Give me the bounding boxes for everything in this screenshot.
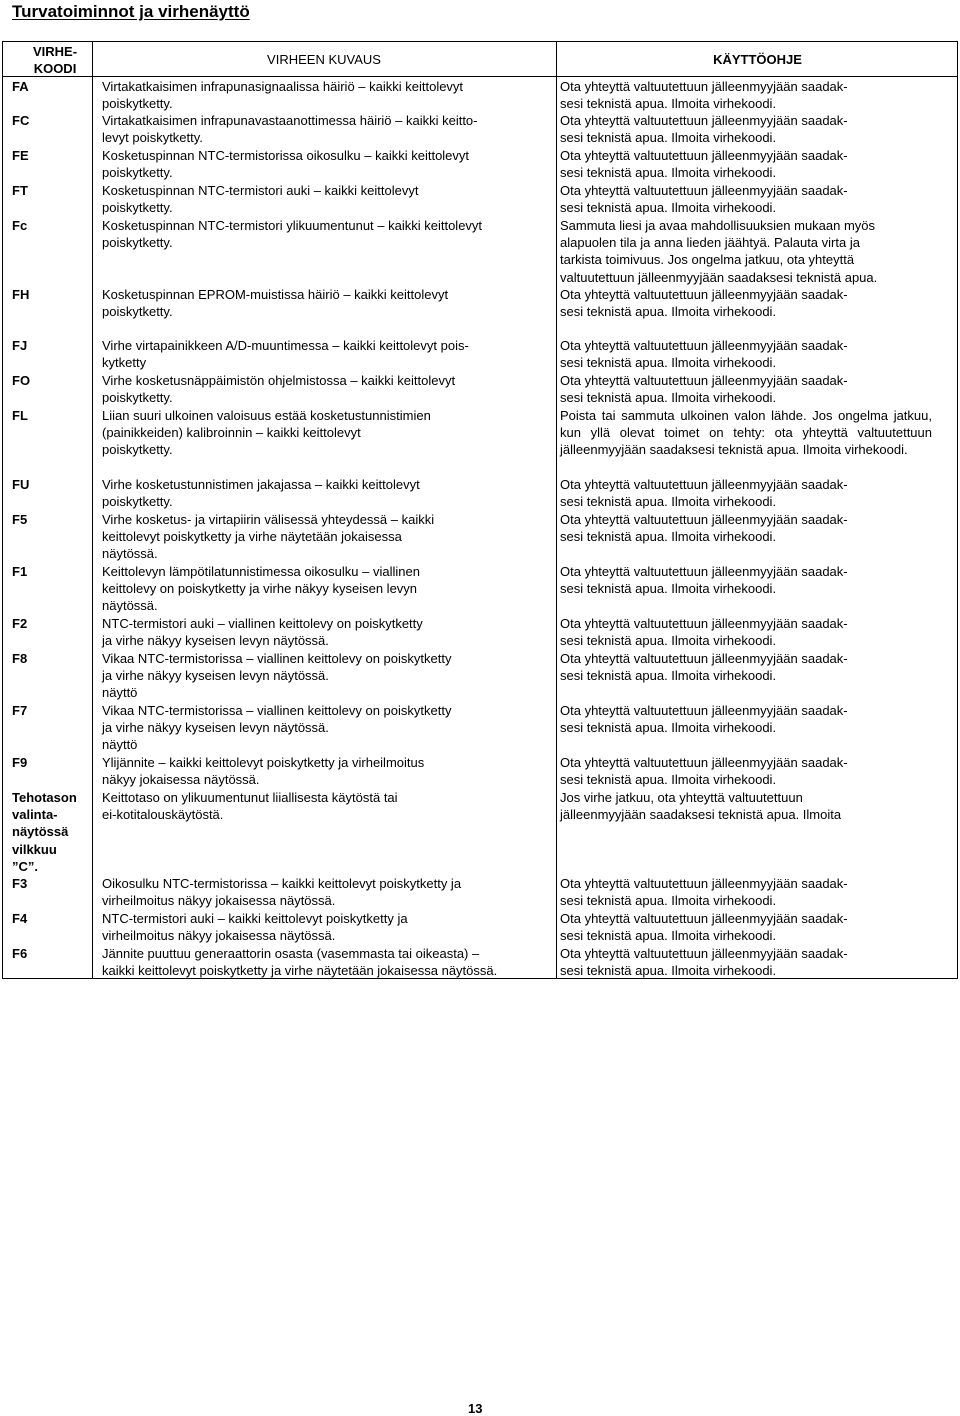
error-code: F4 xyxy=(12,911,28,926)
error-description: Kosketuspinnan NTC-termistori ylikuumentunut – kaikki keittolevyt poiskytketty. xyxy=(102,218,483,251)
error-description: Oikosulku NTC-termistorissa – kaikki keittolevyt poiskytketty ja virheilmoitus näkyy jokaisessa näytössä. xyxy=(102,876,462,909)
error-code: F8 xyxy=(12,651,28,666)
user-guide: Ota yhteyttä valtuutettuun jälleenmyyjään saadak- sesi teknistä apua. Ilmoita virhekoodi. xyxy=(560,876,848,909)
error-code: F5 xyxy=(12,512,28,527)
page-title: Turvatoiminnot ja virhenäyttö xyxy=(12,2,250,21)
error-code: Tehotason valinta- näytössä vilkkuu ”C”. xyxy=(12,790,77,874)
error-description: Kosketuspinnan NTC-termistorissa oikosulku – kaikki keittolevyt poiskytketty. xyxy=(102,148,470,181)
error-description: Kosketuspinnan NTC-termistori auki – kaikki keittolevyt poiskytketty. xyxy=(102,183,419,216)
error-code: FC xyxy=(12,113,30,128)
user-guide: Ota yhteyttä valtuutettuun jälleenmyyjään saadak- sesi teknistä apua. Ilmoita virhekoodi. xyxy=(560,651,848,684)
user-guide: Ota yhteyttä valtuutettuun jälleenmyyjään saadak- sesi teknistä apua. Ilmoita virhekoodi. xyxy=(560,373,848,406)
error-code: F2 xyxy=(12,616,28,631)
header-error-description: VIRHEEN KUVAUS xyxy=(267,52,381,67)
user-guide: Ota yhteyttä valtuutettuun jälleenmyyjään saadak- sesi teknistä apua. Ilmoita virhekoodi. xyxy=(560,512,848,545)
error-description: Keittolevyn lämpötilatunnistimessa oikosulku – viallinen keittolevy on poiskytketty ja virhe näkyy kyseisen levyn näytössä. xyxy=(102,564,420,614)
error-description: Vikaa NTC-termistorissa – viallinen keittolevy on poiskytketty ja virhe näkyy kyseisen levyn näytössä. näyttö xyxy=(102,703,452,753)
user-guide: Sammuta liesi ja avaa mahdollisuuksien mukaan myös alapuolen tila ja anna lieden jäähtyä. Palauta virta ja tarkista toimivuus. Jos ongelma jatkuu, ota yhteyttä valtuutettuun jälleenmyyjään saadaksesi teknistä apua. xyxy=(560,218,878,285)
error-code: F9 xyxy=(12,755,28,770)
error-code: F3 xyxy=(12,876,28,891)
error-code: FT xyxy=(12,183,28,198)
user-guide: Ota yhteyttä valtuutettuun jälleenmyyjään saadak- sesi teknistä apua. Ilmoita virhekoodi. xyxy=(560,148,848,181)
error-description: Virhe kosketusnäppäimistön ohjelmistossa – kaikki keittolevyt poiskytketty. xyxy=(102,373,456,406)
error-code: F7 xyxy=(12,703,28,718)
error-description: Jännite puuttuu generaattorin osasta (vasemmasta tai oikeasta) – kaikki keittolevyt poiskytketty ja virhe näytetään jokaisessa näytössä. xyxy=(102,946,498,979)
user-guide: Ota yhteyttä valtuutettuun jälleenmyyjään saadak- sesi teknistä apua. Ilmoita virhekoodi. xyxy=(560,113,848,146)
error-description: Kosketuspinnan EPROM-muistissa häiriö – kaikki keittolevyt poiskytketty. xyxy=(102,287,449,320)
user-guide: Ota yhteyttä valtuutettuun jälleenmyyjään saadak- sesi teknistä apua. Ilmoita virhekoodi. xyxy=(560,703,848,736)
column-divider xyxy=(556,42,557,978)
error-description: Virhe kosketus- ja virtapiirin välisessä yhteydessä – kaikki keittolevyt poiskytketty ja virhe näytetään jokaisessa näytössä. xyxy=(102,512,435,562)
error-code: FE xyxy=(12,148,29,163)
error-code: FL xyxy=(12,408,28,423)
user-guide: Ota yhteyttä valtuutettuun jälleenmyyjään saadak- sesi teknistä apua. Ilmoita virhekoodi. xyxy=(560,338,848,371)
error-description: Ylijännite – kaikki keittolevyt poiskytketty ja virheilmoitus näkyy jokaisessa näytössä. xyxy=(102,755,425,788)
page-number: 13 xyxy=(468,1401,483,1416)
error-description: Virtakatkaisimen infrapunasignaalissa häiriö – kaikki keittolevyt poiskytketty. xyxy=(102,79,464,112)
error-code: FH xyxy=(12,287,30,302)
header-error-code: VIRHE- KOODI xyxy=(32,44,78,76)
error-description: NTC-termistori auki – viallinen keittolevy on poiskytketty ja virhe näkyy kyseisen levyn näytössä. xyxy=(102,616,423,649)
error-code: F6 xyxy=(12,946,28,961)
user-guide: Jos virhe jatkuu, ota yhteyttä valtuutettuun jälleenmyyjään saadaksesi teknistä apua. Ilmoita xyxy=(560,790,842,823)
error-description: Virhe kosketustunnistimen jakajassa – kaikki keittolevyt poiskytketty. xyxy=(102,477,420,510)
user-guide: Ota yhteyttä valtuutettuun jälleenmyyjään saadak- sesi teknistä apua. Ilmoita virhekoodi. xyxy=(560,946,848,979)
user-guide: Ota yhteyttä valtuutettuun jälleenmyyjään saadak- sesi teknistä apua. Ilmoita virhekoodi. xyxy=(560,755,848,788)
error-code: FJ xyxy=(12,338,28,353)
user-guide: Ota yhteyttä valtuutettuun jälleenmyyjään saadak- sesi teknistä apua. Ilmoita virhekoodi. xyxy=(560,616,848,649)
column-divider xyxy=(92,42,93,978)
error-code: FO xyxy=(12,373,31,388)
user-guide: Ota yhteyttä valtuutettuun jälleenmyyjään saadak- sesi teknistä apua. Ilmoita virhekoodi. xyxy=(560,911,848,944)
error-code: FA xyxy=(12,79,29,94)
error-description: Keittotaso on ylikuumentunut liiallisesta käytöstä tai ei-kotitalouskäytöstä. xyxy=(102,790,398,823)
user-guide: Ota yhteyttä valtuutettuun jälleenmyyjään saadak- sesi teknistä apua. Ilmoita virhekoodi. xyxy=(560,477,848,510)
header-user-guide: KÄYTTÖOHJE xyxy=(713,52,802,67)
error-description: Virhe virtapainikkeen A/D-muuntimessa – kaikki keittolevyt pois- kytketty xyxy=(102,338,469,371)
error-description: NTC-termistori auki – kaikki keittolevyt poiskytketty ja virheilmoitus näkyy jokaisessa näytössä. xyxy=(102,911,408,944)
user-guide: Ota yhteyttä valtuutettuun jälleenmyyjään saadak- sesi teknistä apua. Ilmoita virhekoodi. xyxy=(560,564,848,597)
user-guide: Ota yhteyttä valtuutettuun jälleenmyyjään saadak- sesi teknistä apua. Ilmoita virhekoodi. xyxy=(560,79,848,112)
user-guide: Ota yhteyttä valtuutettuun jälleenmyyjään saadak- sesi teknistä apua. Ilmoita virhekoodi. xyxy=(560,183,848,216)
error-description: Vikaa NTC-termistorissa – viallinen keittolevy on poiskytketty ja virhe näkyy kyseisen levyn näytössä. näyttö xyxy=(102,651,452,701)
error-code: Fc xyxy=(12,218,28,233)
error-code-table xyxy=(2,41,958,979)
error-description: Liian suuri ulkoinen valoisuus estää kosketustunnistimien (painikkeiden) kalibroinnin – kaikki keittolevyt poiskytketty. xyxy=(102,408,431,458)
error-description: Virtakatkaisimen infrapunavastaanottimessa häiriö – kaikki keitto- levyt poiskytketty. xyxy=(102,113,478,146)
user-guide: Ota yhteyttä valtuutettuun jälleenmyyjään saadak- sesi teknistä apua. Ilmoita virhekoodi. xyxy=(560,287,848,320)
error-code: FU xyxy=(12,477,30,492)
header-divider xyxy=(3,76,957,77)
user-guide: Poista tai sammuta ulkoinen valon lähde. Jos ongelma jatkuu, kun yllä olevat toimet on tehty: ota yhteyttä valtuutettuun jälleenmyyjään saadaksesi teknistä apua. Ilmoita virhekoodi. xyxy=(560,408,932,458)
error-code: F1 xyxy=(12,564,28,579)
